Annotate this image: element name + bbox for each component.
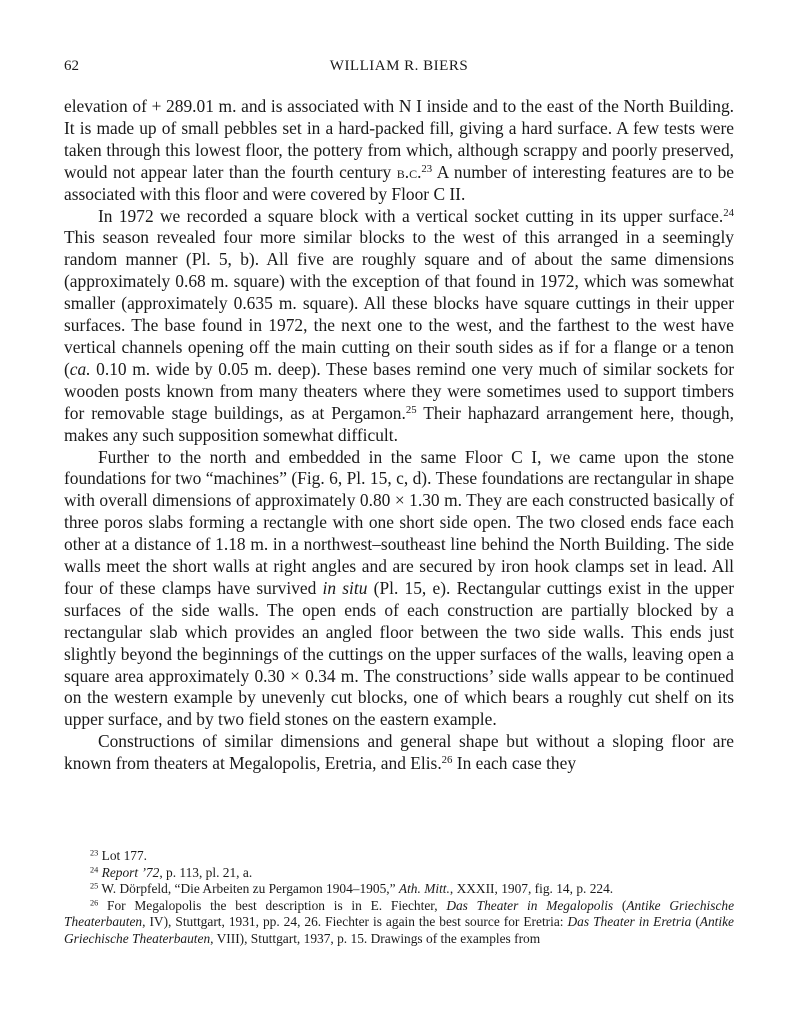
italic-run: Das Theater in Megalopolis	[446, 897, 614, 913]
text-run: Further to the north and embedded in the same Floor C I, we came upon the stone foundations for two “machines” (Fig. 6, Pl. 15, c, d). These foundations are rectangular in shape with overall dimensions of approximately 0.80 × 1.30 m. They are each constructed basically of three poros slabs forming a rectangle with one short side open. The two closed ends face each other at a distance of 1.18 m. in a northwest–southeast line behind the North Building. The side walls meet the short walls at right angles and are secured by iron hook clamps set in lead. All four of these clamps have survived	[64, 446, 734, 598]
text-run: (Pl. 15, e). Rectangular cuttings exist in the upper surfaces of the side walls. The open ends of each construction are partially blocked by a rectangular slab which provides an angled floor between the two side walls. This ends just slightly beyond the beginnings of the cuttings on the upper surfaces of the walls, leaving open a square area approximately 0.30 × 0.34 m. The constructions’ side walls appear to be continued on the western example by unevenly cut blocks, one of which bears a roughly cut shelf on its upper surface, and by two field stones on the eastern example.	[64, 577, 734, 730]
italic-run: Ath. Mitt.	[398, 881, 450, 897]
text-run: , IV), Stuttgart, 1931, pp. 24, 26. Fiechter is again the best source for Eretria:	[142, 914, 568, 930]
footnote-25	[64, 881, 734, 898]
paragraph-1	[64, 96, 734, 206]
italic-run: in situ	[322, 577, 368, 598]
italic-run: ca.	[69, 358, 91, 379]
footnote-23	[64, 848, 734, 865]
page-number: 62	[64, 58, 79, 74]
main-text	[64, 96, 734, 775]
italic-run: Das Theater in Eretria	[567, 914, 692, 930]
footnote-ref-24[interactable]: 24	[723, 206, 734, 219]
text-run: 0.10 m. wide by 0.05 m. deep). These bases remind one very much of similar sockets for wooden posts known from many theaters where they were sometimes used to support timbers for removable stage buildings, as at Pergamon.	[64, 358, 734, 423]
footnote-24	[64, 865, 734, 882]
text-run: elevation of + 289.01 m. and is associated with N I inside and to the east of the North Building. It is made up of small pebbles set in a hard-packed fill, giving a hard surface. A few tests were taken through this lowest floor, the pottery from which, although scrappy and poorly preserved, would not appear later than the fourth century	[64, 96, 734, 182]
text-run: W. Dörpfeld, “Die Arbeiten zu Pergamon 1904–1905,”	[98, 881, 399, 897]
italic-run: Report ’72	[101, 864, 160, 880]
footnote-number: 23	[90, 848, 99, 858]
footnote-number: 25	[90, 881, 99, 891]
footnote-ref-23[interactable]: 23	[421, 162, 433, 175]
page-header	[64, 58, 734, 80]
text-run: Constructions of similar dimensions and general shape but without a sloping floor are known from theaters at Megalopolis, Eretria, and Elis.	[64, 731, 734, 774]
text-run: In each case they	[452, 753, 577, 774]
footnote-ref-26[interactable]: 26	[441, 754, 453, 767]
footnote-26	[64, 898, 734, 948]
footnotes	[64, 848, 734, 948]
text-run: (	[691, 914, 700, 930]
text-run: For Megalopolis the best description is in E. Fiechter,	[98, 897, 447, 913]
paragraph-4	[64, 731, 734, 775]
text-run: b.c.	[396, 161, 422, 182]
text-run: A number of interesting features are to be associated with this floor and were covered by Floor C II.	[64, 161, 734, 204]
text-run: This season revealed four more similar blocks to the west of this arranged in a seemingly random manner (Pl. 5, b). All five are roughly square and of about the same dimensions (approximately 0.68 m. square) with the exception of that found in 1972, which was somewhat smaller (approximately 0.635 m. square). All these blocks have square cuttings in their upper surfaces. The base found in 1972, the next one to the west, and the farthest to the west have vertical channels opening off the main cutting on their south sides as if for a flange or a tenon (	[64, 227, 734, 379]
text-run: In 1972 we recorded a square block with a vertical socket cutting in its upper surface.	[98, 205, 724, 226]
text-run: , VIII), Stuttgart, 1937, p. 15. Drawings of the examples from	[210, 930, 541, 946]
running-head: WILLIAM R. BIERS	[329, 58, 469, 74]
text-run: Lot 177.	[98, 848, 148, 863]
footnote-ref-25[interactable]: 25	[405, 403, 417, 416]
text-run: , XXXII, 1907, fig. 14, p. 224.	[449, 881, 614, 897]
text-run: (	[613, 897, 627, 913]
italic-run: Antike Griechische Theaterbauten	[64, 914, 734, 946]
footnote-number: 24	[90, 865, 99, 875]
text-run: Their haphazard arrangement here, though, makes any such supposition somewhat difficult.	[64, 402, 734, 445]
paragraph-2	[64, 206, 734, 447]
paragraph-3	[64, 447, 734, 732]
footnote-number: 26	[90, 898, 99, 908]
text-run: , p. 113, pl. 21, a.	[159, 864, 253, 880]
italic-run: Antike Griechische Theaterbauten	[64, 897, 735, 930]
